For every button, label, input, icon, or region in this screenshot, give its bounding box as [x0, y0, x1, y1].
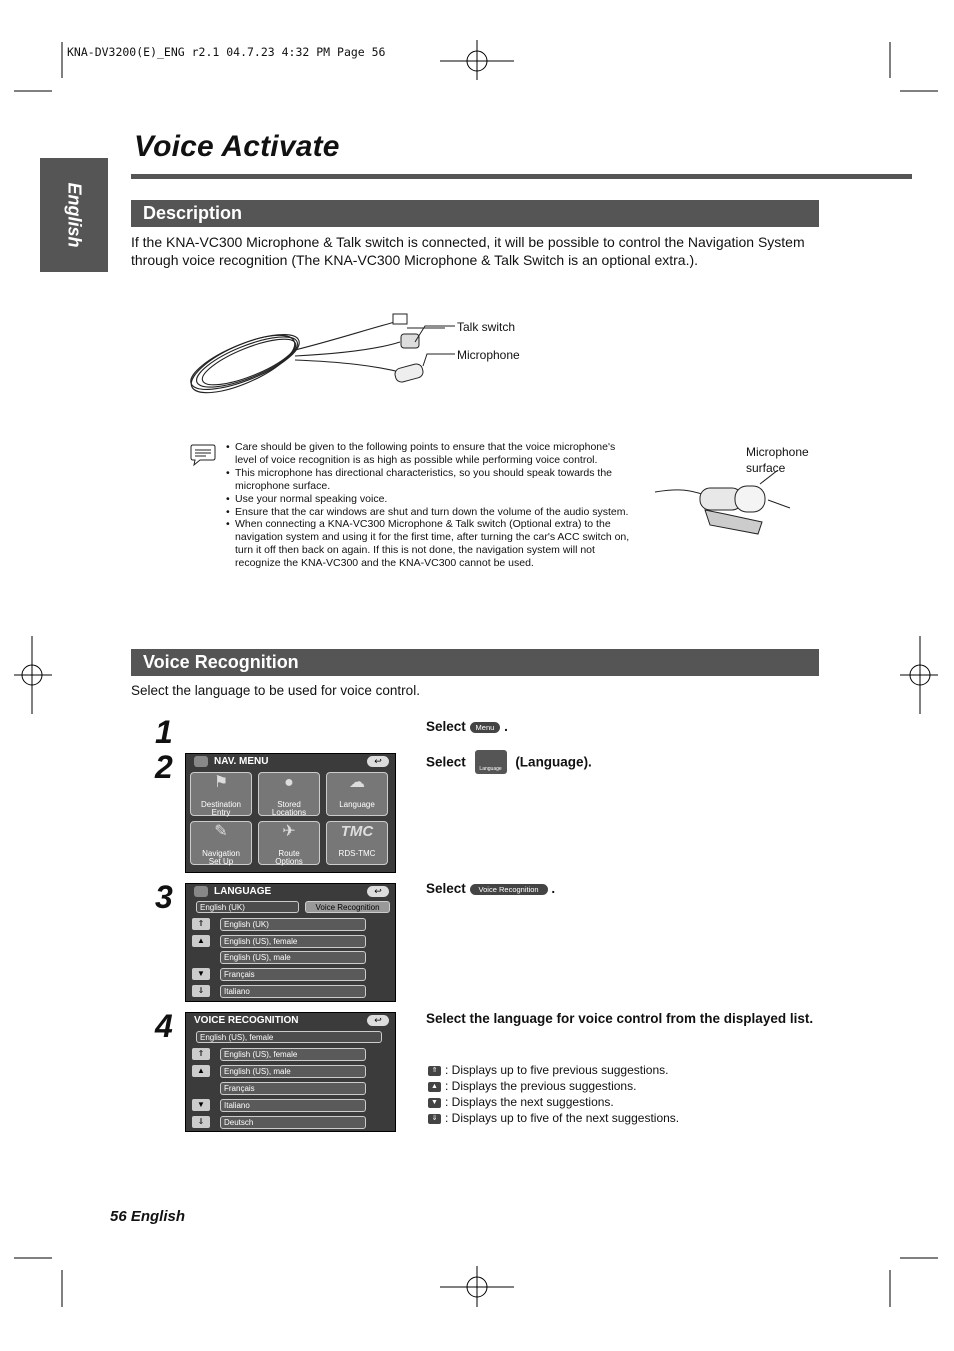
language-row[interactable]: English (US), female: [220, 935, 366, 948]
language-row[interactable]: English (UK): [220, 918, 366, 931]
legend-row: ▼ : Displays the next suggestions.: [428, 1094, 679, 1110]
language-button[interactable]: Language: [475, 750, 507, 774]
voice-language-row[interactable]: English (US), male: [220, 1065, 366, 1078]
double-up-arrow-icon[interactable]: ⇑: [192, 1048, 210, 1060]
up-arrow-icon[interactable]: ▲: [192, 935, 210, 947]
up-arrow-icon: ▲: [428, 1082, 441, 1092]
back-icon[interactable]: ↩: [367, 756, 389, 767]
voice-recognition-heading: Voice Recognition: [131, 649, 819, 676]
step-1-text: Select Menu .: [426, 719, 508, 734]
note-icon: [188, 443, 218, 467]
step-4-text: Select the language for voice control from the displayed list.: [426, 1011, 814, 1026]
flag-icon: ⚑: [213, 774, 229, 791]
microphone-label: Microphone: [457, 348, 520, 362]
note-item: • Ensure that the car windows are shut and turn down the volume of the audio system.: [235, 506, 636, 519]
down-arrow-icon: ▼: [428, 1098, 441, 1108]
rds-tmc-tile[interactable]: TMC RDS-TMC: [326, 821, 388, 865]
voice-language-row[interactable]: English (US), female: [220, 1048, 366, 1061]
note-item: • Use your normal speaking voice.: [235, 493, 636, 506]
route-options-tile[interactable]: ✈ Route Options: [258, 821, 320, 865]
side-language-tab: English: [40, 158, 108, 272]
title-rule: [131, 174, 912, 179]
tools-icon: ✎: [214, 823, 228, 840]
current-language-field: English (UK): [196, 901, 299, 913]
route-icon: ✈: [282, 823, 296, 840]
double-up-arrow-icon[interactable]: ⇑: [192, 918, 210, 930]
voice-language-row[interactable]: Italiano: [220, 1099, 366, 1112]
step-3-number: 3: [155, 879, 173, 915]
down-arrow-icon[interactable]: ▼: [192, 968, 210, 980]
language-row[interactable]: Français: [220, 968, 366, 981]
mic-surface-label: Microphone surface: [746, 445, 809, 475]
step-2-text: Select Language (Language).: [426, 750, 592, 774]
double-down-arrow-icon[interactable]: ⇓: [192, 985, 210, 997]
screen-title: NAV. MENU: [214, 756, 269, 768]
screen-title: VOICE RECOGNITION: [194, 1015, 299, 1026]
talk-switch-label: Talk switch: [457, 320, 516, 334]
note-item: • When connecting a KNA-VC300 Microphone & Talk switch (Optional extra) to the navigation system and using it for the first time, after turning the car's ACC switch on, turn it off then back on again. If this is not done, the navigation system will not recognize the KNA-VC300 and the KNA-VC300 cannot be used.: [235, 518, 636, 570]
menu-button[interactable]: Menu: [470, 722, 501, 733]
leader-lines: [405, 320, 460, 370]
double-up-arrow-icon: ⇑: [428, 1066, 441, 1076]
note-item: • This microphone has directional characteristics, so you should speak towards the microphone surface.: [235, 467, 636, 493]
tmc-logo: TMC: [340, 823, 374, 840]
voice-recognition-intro: Select the language to be used for voice control.: [131, 683, 420, 698]
description-heading: Description: [131, 200, 819, 227]
voice-recognition-button[interactable]: Voice Recognition: [470, 884, 548, 895]
navigation-setup-tile[interactable]: ✎ Navigation Set Up: [190, 821, 252, 865]
voice-recognition-screen-button[interactable]: Voice Recognition: [305, 901, 390, 913]
double-down-arrow-icon: ⇓: [428, 1114, 441, 1124]
legend-row: ⇓ : Displays up to five of the next suggestions.: [428, 1110, 679, 1126]
note-item: • Care should be given to the following points to ensure that the voice microphone's level of voice recognition is as high as possible while performing voice control.: [235, 441, 636, 467]
arrow-legend: [428, 1062, 679, 1126]
down-arrow-icon[interactable]: ▼: [192, 1099, 210, 1111]
page-title: Voice Activate: [134, 130, 340, 163]
language-screen: [185, 883, 396, 1002]
language-row[interactable]: Italiano: [220, 985, 366, 998]
nav-menu-screen: [185, 753, 396, 873]
notes-list: [226, 441, 636, 570]
stored-locations-tile[interactable]: ● Stored Locations: [258, 772, 320, 816]
back-icon[interactable]: ↩: [367, 886, 389, 897]
step-2-number: 2: [155, 749, 173, 785]
microphone-surface-illustration: [650, 470, 800, 542]
destination-entry-tile[interactable]: ⚑ Destination Entry: [190, 772, 252, 816]
speech-icon: ☁: [349, 774, 365, 791]
home-icon[interactable]: [194, 886, 208, 897]
print-header: KNA-DV3200(E)_ENG r2.1 04.7.23 4:32 PM Page 56: [67, 45, 386, 59]
voice-language-row[interactable]: Français: [220, 1082, 366, 1095]
current-voice-language-field: English (US), female: [196, 1031, 382, 1043]
back-icon[interactable]: ↩: [367, 1015, 389, 1026]
double-down-arrow-icon[interactable]: ⇓: [192, 1116, 210, 1128]
up-arrow-icon[interactable]: ▲: [192, 1065, 210, 1077]
step-1-number: 1: [155, 714, 173, 750]
voice-recognition-screen: [185, 1012, 396, 1132]
step-4-number: 4: [155, 1008, 173, 1044]
legend-row: ▲ : Displays the previous suggestions.: [428, 1078, 679, 1094]
language-row[interactable]: English (US), male: [220, 951, 366, 964]
screen-title: LANGUAGE: [214, 886, 272, 898]
page-footer: 56 English: [110, 1208, 186, 1225]
pin-icon: ●: [284, 774, 294, 791]
home-icon[interactable]: [194, 756, 208, 767]
voice-language-row[interactable]: Deutsch: [220, 1116, 366, 1129]
language-tile[interactable]: ☁ Language: [326, 772, 388, 816]
step-3-text: Select Voice Recognition .: [426, 881, 556, 896]
legend-row: ⇑ : Displays up to five previous suggestions.: [428, 1062, 679, 1078]
description-text: If the KNA-VC300 Microphone & Talk switch is connected, it will be possible to control the Navigation System through voice recognition (The KNA-VC300 Microphone & Talk Switch is an optional extra.).: [131, 234, 805, 268]
